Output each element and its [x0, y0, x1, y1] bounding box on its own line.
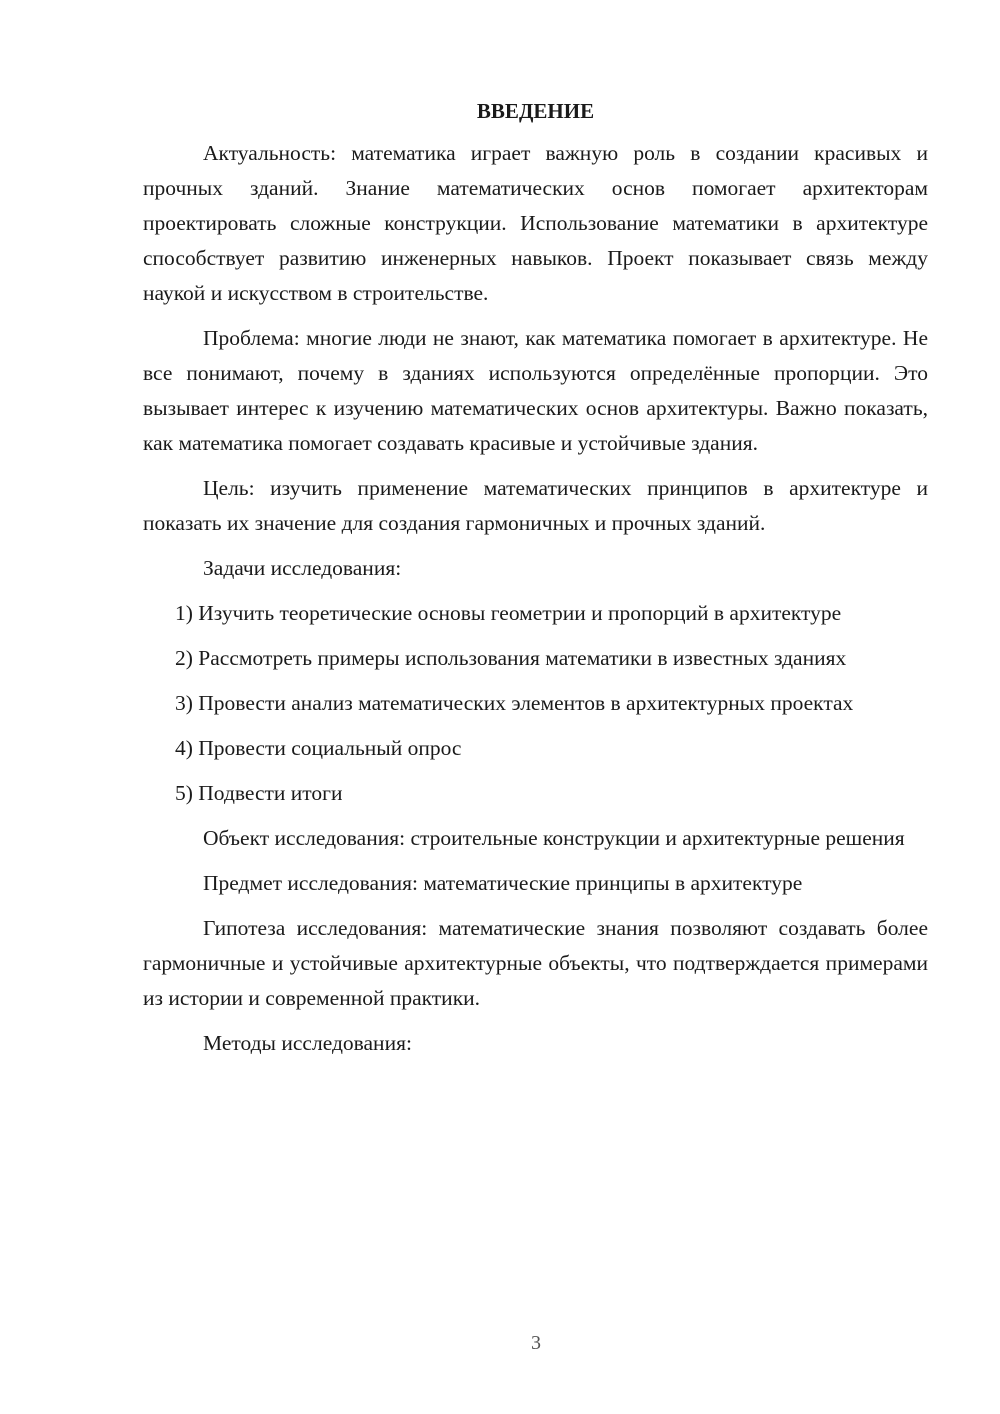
- paragraph-problem: Проблема: многие люди не знают, как математика помогает в архитектуре. Не все понимают, почему в зданиях используются определённые пропорции. Это вызывает интерес к изучению математических основ архитектуры. Важно показать, как математика помогает создавать красивые и устойчивые здания.: [143, 326, 928, 455]
- document-page: [143, 96, 928, 1071]
- paragraph-subject: Предмет исследования: математические принципы в архитектуре: [203, 871, 803, 895]
- paragraph-goal: Цель: изучить применение математических принципов в архитектуре и показать их значение для создания гармоничных и прочных зданий.: [143, 476, 928, 535]
- task-item-4: 4) Провести социальный опрос: [175, 736, 462, 760]
- task-item-3: 3) Провести анализ математических элементов в архитектурных проектах: [175, 691, 854, 715]
- task-item-1: 1) Изучить теоретические основы геометрии и пропорций в архитектуре: [175, 601, 842, 625]
- paragraph-methods: Методы исследования:: [203, 1031, 412, 1055]
- page-number: 3: [531, 1332, 541, 1354]
- page-title: ВВЕДЕНИЕ: [476, 99, 595, 123]
- tasks-heading: Задачи исследования:: [203, 556, 402, 580]
- paragraph-object: Объект исследования: строительные конструкции и архитектурные решения: [203, 826, 905, 850]
- paragraph-hypothesis: Гипотеза исследования: математические знания позволяют создавать более гармоничные и устойчивые архитектурные объекты, что подтверждается примерами из истории и современной практики.: [143, 916, 928, 1010]
- task-item-2: 2) Рассмотреть примеры использования математики в известных зданиях: [175, 646, 847, 670]
- task-item-5: 5) Подвести итоги: [175, 781, 343, 805]
- paragraph-relevance: Актуальность: математика играет важную роль в создании красивых и прочных зданий. Знание математических основ помогает архитекторам проектировать сложные конструкции. Использование математики в архитектуре способствует развитию инженерных навыков. Проект показывает связь между наукой и искусством в строительстве.: [143, 141, 928, 305]
